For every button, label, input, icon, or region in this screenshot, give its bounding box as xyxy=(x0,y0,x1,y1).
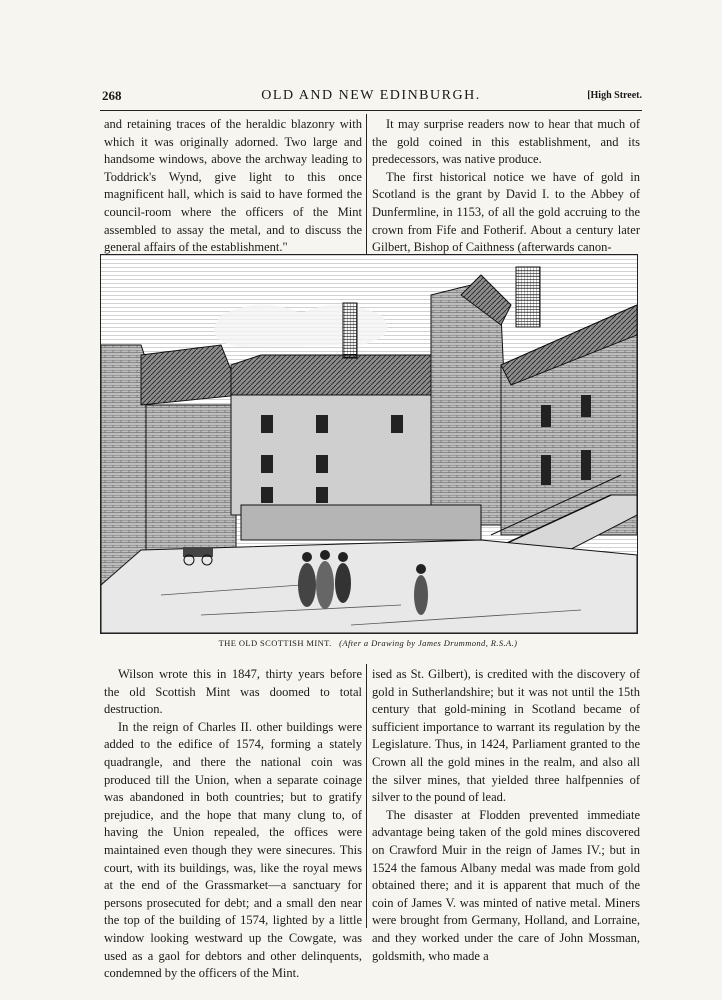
low-wall xyxy=(241,505,481,540)
column-bottom-right xyxy=(372,666,640,965)
left-house-wall xyxy=(146,405,236,565)
running-title: OLD AND NEW EDINBURGH. xyxy=(261,88,481,103)
column-bottom-left xyxy=(104,666,362,983)
paragraph: In the reign of Charles II. other buildings were added to the edifice of 1574, forming a stately quadrangle, and there the national coin was produced till the Union, when a separate coinage was abandoned in both countries; but to gratify prejudice, and the hope that many clung to, of having the Union repealed, the offices were maintained even though they were sinecures. This court, with its buildings, was, like the royal mews at the end of the Grassmarket—a sanctuary for persons prosecuted for debt; and a small den near the top of the building of 1574, lighted by a little window looking westward up the Cowgate, was used as a gaol for debtors and other delinquents, condemned by the officers of the Mint. xyxy=(104,719,362,981)
paragraph: and retaining traces of the heraldic blazonry with which it was originally adorned. Two large and handsome windows, above the archway leading to Toddrick's Wynd, give light to this once magnificent hall, which is said to have formed the council-room where the officers of the Mint assembled to assay the metal, and to discuss the general affairs of the establishment." xyxy=(104,117,362,255)
paragraph: The disaster at Flodden prevented immediate advantage being taken of the gold mines discovered on Crawford Muir in the reign of James IV.; but in 1524 the famous Albany medal was made from gold obtained there; and it is apparent that much of the coin of James V. was minted of native metal. Miners were brought from Germany, Holland, and Lorraine, and they worked under the care of John Mossman, goldsmith, who made a xyxy=(372,807,640,963)
paragraph: Wilson wrote this in 1847, thirty years before the old Scottish Mint was doomed to total destruction. xyxy=(104,667,362,717)
engraving-old-scottish-mint xyxy=(100,254,638,634)
figure-caption xyxy=(100,638,636,648)
column-divider xyxy=(366,114,367,260)
engraving-illustration xyxy=(101,255,637,633)
paragraph: The first historical notice we have of gold in Scotland is the grant by David I. to the Abbey of Dunfermline, in 1153, of all the gold accruing to the crown from Fife and Fotherif. About a century later Gilbert, Bishop of Caithness (afterwards canon- xyxy=(372,169,640,255)
paragraph: ised as St. Gilbert), is credited with the discovery of gold in Sutherlandshire; but it was not until the 15th century that gold-mining in Scotland became of sufficient importance to warrant its regulation by the Legislature. Thus, in 1424, Parliament granted to the Crown all the gold mines in the realm, and also all the silver mines, that yielded three halfpennies of silver to the pound of lead. xyxy=(372,667,640,805)
caption-credit: (After a Drawing by James Drummond, R.S.A.) xyxy=(339,638,518,648)
section-label: [High Street. xyxy=(587,90,642,101)
running-header xyxy=(100,88,642,111)
column-divider xyxy=(366,664,367,928)
caption-title: THE OLD SCOTTISH MINT. xyxy=(218,638,332,648)
courtyard-ground xyxy=(101,540,637,633)
column-top-left xyxy=(104,116,362,257)
page-number: 268 xyxy=(102,88,122,103)
column-top-right xyxy=(372,116,640,257)
paragraph: It may surprise readers now to hear that much of the gold coined in this establishment, and its predecessors, was native produce. xyxy=(372,117,640,167)
